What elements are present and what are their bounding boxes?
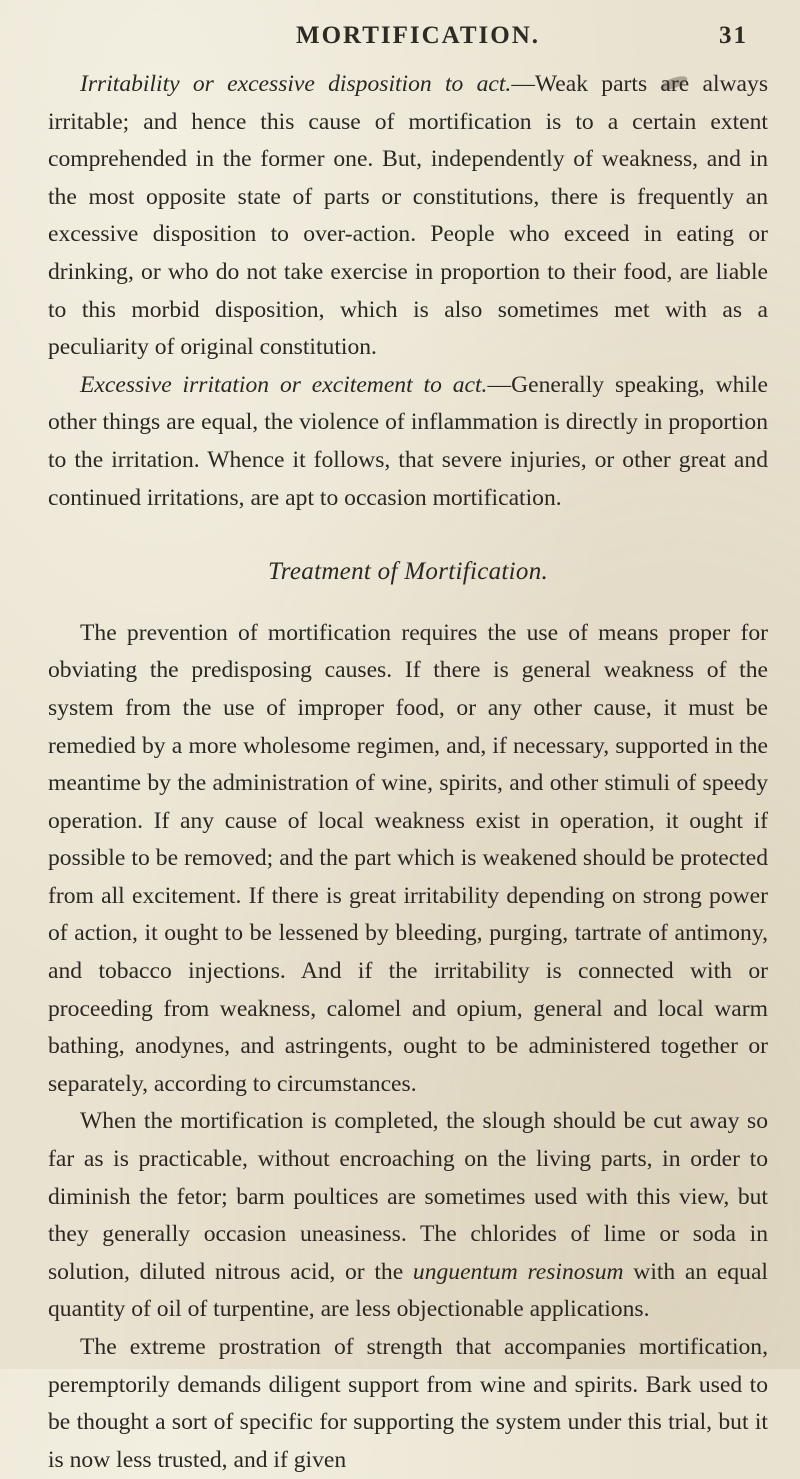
paragraph-text-excessive-irritation: —Generally speaking, while other things are equal, the violence of inflammation is directly in proportion to the irritation. Whence it follows, that severe injuries, or other great and continued irritations, are apt to occasion mortification. xyxy=(48,371,768,511)
paragraph-slough xyxy=(48,1103,768,1329)
paragraph-slough-start: When the mortification is completed, the slough should be cut away so far as is practicable, without encroaching on the living parts, in order to diminish the fetor; barm poultices are sometimes used with this view, but they generally occasion uneasiness. The chlorides of lime or soda in solution, diluted nitrous acid, or the xyxy=(48,1108,768,1285)
running-title: MORTIFICATION. xyxy=(295,22,541,49)
paragraph-prevention: The prevention of mortification requires the use of means proper for obviating the predisposing causes. If there is general weakness of the system from the use of improper food, or any other cause, it must be remedied by a more wholesome regimen, and, if necessary, supported in the meantime by the administration of wine, spirits, and other stimuli of speedy operation. If any cause of local weakness exist in operation, it ought if possible to be removed; and the part which is weakened should be protected from all excitement. If there is great irritability depending on strong power of action, it ought to be lessened by bleeding, purging, tartrate of antimony, and tobacco injections. And if the irritability is connected with or proceeding from weakness, calomel and opium, general and local warm bathing, anodynes, and astringents, ought to be administered together or separately, according to circumstances. xyxy=(48,619,768,1097)
running-head xyxy=(48,22,768,66)
paragraph-prostration: The extreme prostration of strength that accompanies mortification, peremptorily demands diligent support from wine and spirits. Bark used to be thought a sort of specific for supporting the system under this trial, but it is now less trusted, and if given xyxy=(48,1334,768,1473)
paragraph-slough-latin: unguentum resinosum xyxy=(412,1258,624,1285)
paragraph-irritability xyxy=(48,66,768,367)
paragraph-lead-irritability: Irritability or excessive disposition to act. xyxy=(80,71,512,97)
paragraph-excessive-irritation xyxy=(48,367,768,517)
body-text xyxy=(48,66,768,1479)
paragraph-lead-excessive-irritation: Excessive irritation or excitement to act. xyxy=(80,371,488,398)
page-number: 31 xyxy=(719,22,748,49)
paragraph-text-irritability: —Weak parts are always irritable; and hence this cause of mortification is to a certain extent comprehended in the former one. But, independently of weakness, and in the most opposite state of parts or constitutions, there is frequently an excessive disposition to over-action. People who exceed in eating or drinking, or who do not take exercise in proportion to their food, are liable to this morbid disposition, which is also sometimes met with as a peculiarity of original constitution. xyxy=(48,71,768,361)
paragraph-slough-end: with an equal quantity of oil of turpentine, are less objectionable applications. xyxy=(48,1258,768,1323)
section-heading: Treatment of Mortification. xyxy=(267,558,549,586)
